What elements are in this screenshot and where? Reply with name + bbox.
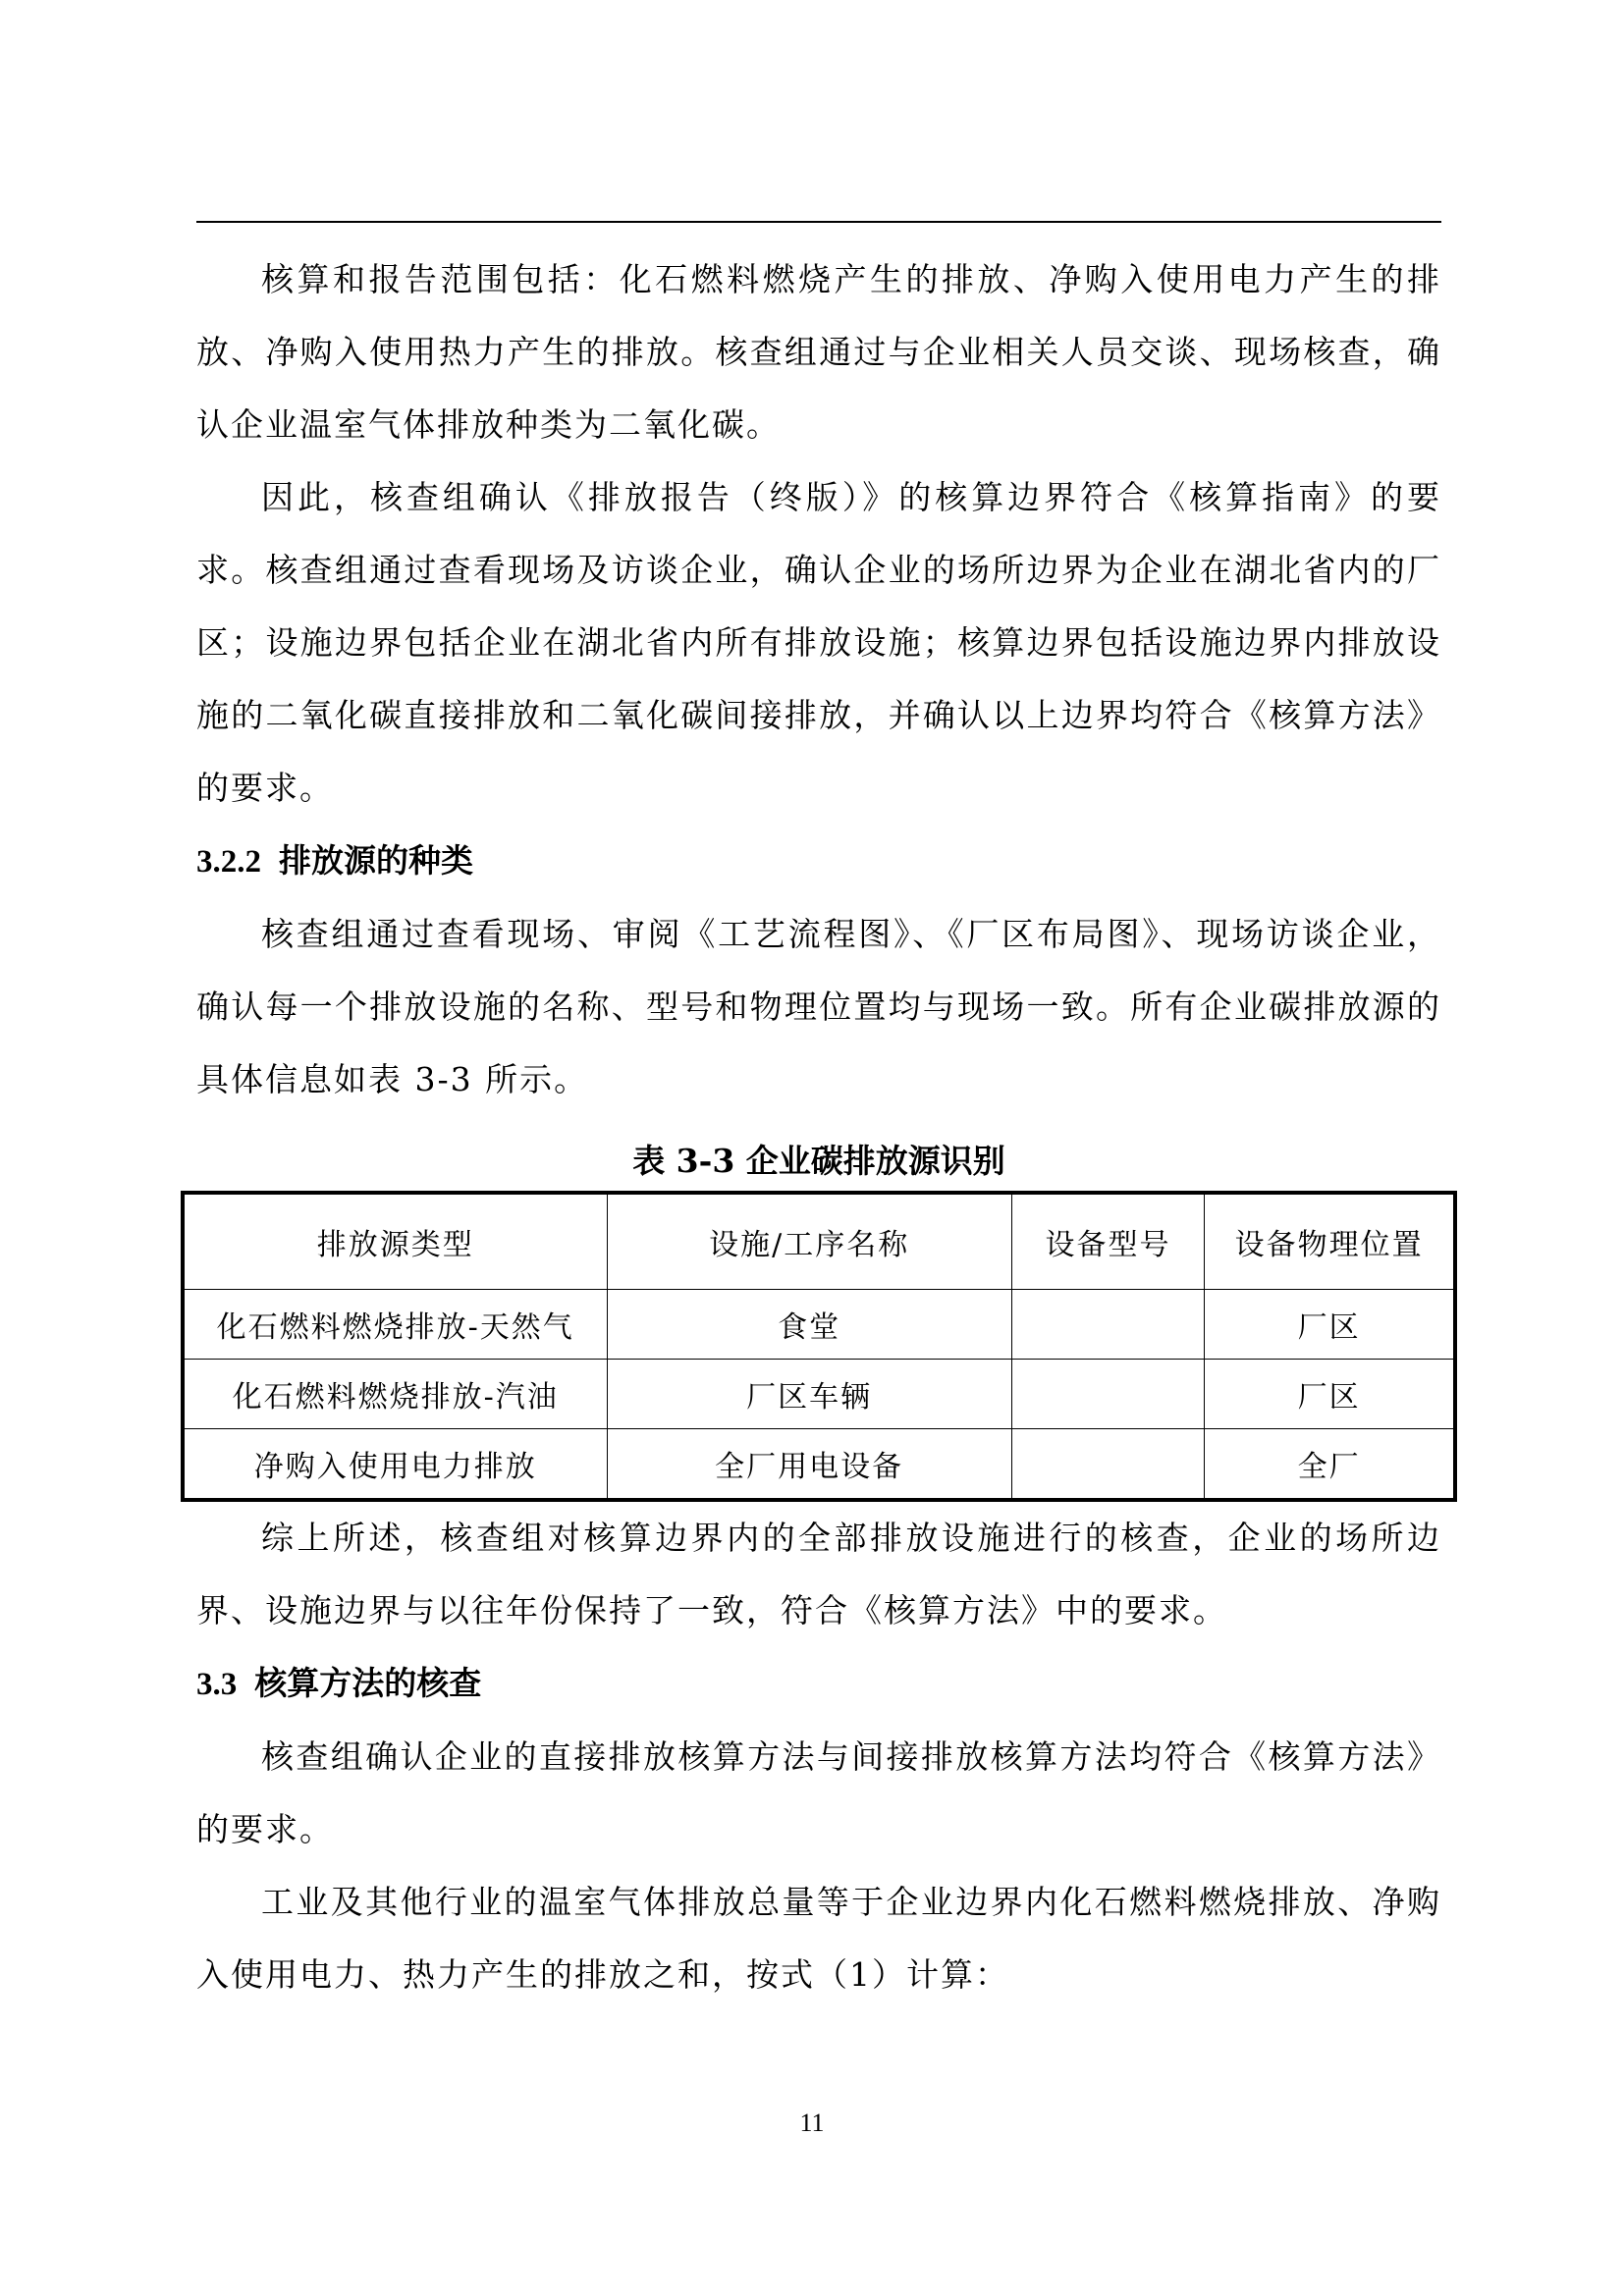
table-cell: 净购入使用电力排放 (183, 1429, 607, 1501)
section-number: 3.3 (196, 1667, 238, 1702)
section-title: 排放源的种类 (279, 841, 473, 880)
table-header-row (183, 1193, 1455, 1290)
section-number: 3.2.2 (196, 844, 261, 880)
paragraph-method-confirmation: 核查组确认企业的直接排放核算方法与间接排放核算方法均符合《核算方法》的要求。 (196, 1737, 1441, 1848)
table-caption: 表 3-3 企业碳排放源识别 (632, 1142, 1005, 1180)
table-cell: 厂区 (1205, 1360, 1455, 1429)
column-header: 设施/工序名称 (607, 1193, 1011, 1290)
emission-source-table (181, 1191, 1457, 1502)
paragraph-scope: 核算和报告范围包括：化石燃料燃烧产生的排放、净购入使用电力产生的排放、净购入使用热力产生的排放。核查组通过与企业相关人员交谈、现场核查，确认企业温室气体排放种类为二氧化碳。 (196, 260, 1441, 444)
section-heading-3-3 (196, 1647, 1441, 1721)
table-cell (1011, 1360, 1204, 1429)
column-header: 设备型号 (1011, 1193, 1204, 1290)
section-title: 核算方法的核查 (254, 1664, 482, 1702)
paragraph-boundary-confirmation: 因此，核查组确认《排放报告（终版）》的核算边界符合《核算指南》的要求。核查组通过查看现场及访谈企业，确认企业的场所边界为企业在湖北省内的厂区；设施边界包括企业在湖北省内所有排放设施；核算边界包括设施边界内排放设施的二氧化碳直接排放和二氧化碳间接排放，并确认以上边界均符合《核算方法》的要求。 (196, 478, 1441, 807)
section-heading-3-2-2 (196, 825, 1441, 898)
table-row (183, 1360, 1455, 1429)
table-cell (1011, 1290, 1204, 1360)
paragraph-summary: 综上所述，核查组对核算边界内的全部排放设施进行的核查，企业的场所边界、设施边界与以往年份保持了一致，符合《核算方法》中的要求。 (196, 1519, 1441, 1629)
paragraph-total-emission-formula: 工业及其他行业的温室气体排放总量等于企业边界内化石燃料燃烧排放、净购入使用电力、热力产生的排放之和，按式（1）计算： (196, 1883, 1441, 1994)
table-cell: 化石燃料燃烧排放-天然气 (183, 1290, 607, 1360)
table-cell: 全厂 (1205, 1429, 1455, 1501)
document-body (196, 243, 1441, 2011)
table-row (183, 1429, 1455, 1501)
table-cell: 厂区 (1205, 1290, 1455, 1360)
paragraph-emission-sources: 核查组通过查看现场、审阅《工艺流程图》、《厂区布局图》、现场访谈企业，确认每一个排放设施的名称、型号和物理位置均与现场一致。所有企业碳排放源的具体信息如表 3-3 所示。 (196, 915, 1441, 1098)
table-cell: 食堂 (607, 1290, 1011, 1360)
table-cell: 厂区车辆 (607, 1360, 1011, 1429)
table-cell: 化石燃料燃烧排放-汽油 (183, 1360, 607, 1429)
column-header: 排放源类型 (183, 1193, 607, 1290)
table-cell: 全厂用电设备 (607, 1429, 1011, 1501)
table-row (183, 1290, 1455, 1360)
table-cell (1011, 1429, 1204, 1501)
header-rule (196, 221, 1441, 223)
column-header: 设备物理位置 (1205, 1193, 1455, 1290)
page-number: 11 (799, 2109, 825, 2137)
